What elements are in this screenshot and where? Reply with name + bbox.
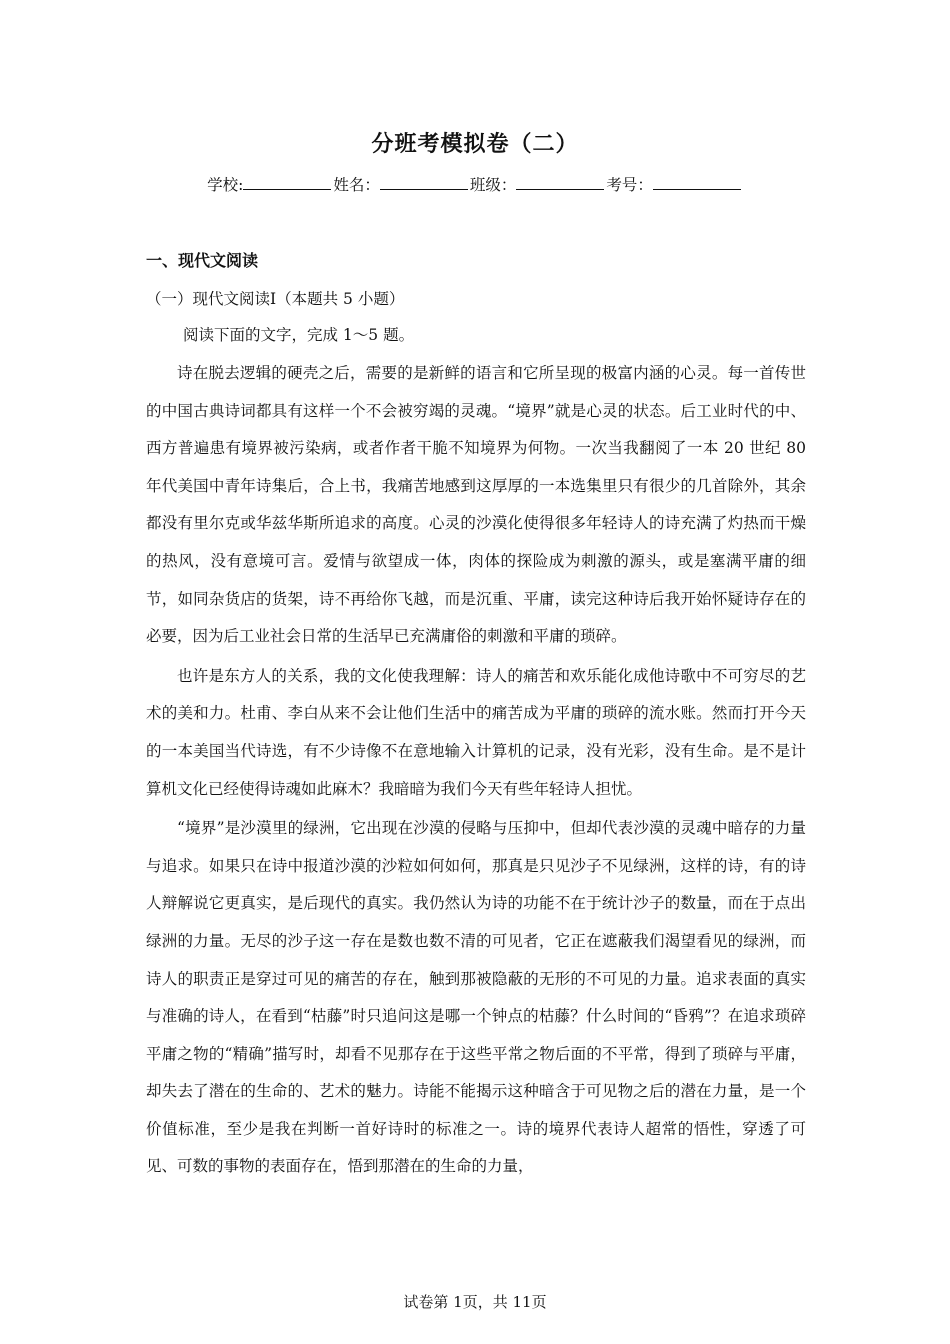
school-label: 学校: xyxy=(207,176,244,194)
class-label: 班级： xyxy=(469,176,517,194)
passage xyxy=(146,355,806,1186)
page-title: 分班考模拟卷（二） xyxy=(371,131,579,157)
instruction-text: 阅读下面的文字，完成 1～5 题。 xyxy=(183,326,415,344)
number-blank[interactable] xyxy=(653,175,741,190)
paragraph: 诗在脱去逻辑的硬壳之后，需要的是新鲜的语言和它所呈现的极富内涵的心灵。每一首传世的中国古典诗词都具有这样一个不会被穷竭的灵魂。“境界”就是心灵的状态。后工业时代的中、西方普遍患有境界被污染病，或者作者干脆不知境界为何物。一次当我翻阅了一本 20 世纪 80 年代美国中青年诗集后，合上书，我痛苦地感到这厚厚的一本选集里只有很少的几首除外，其余都没有里尔克或华兹华斯所追求的高度。心灵的沙漠化使得很多年轻诗人的诗充满了灼热而干燥的热风，没有意境可言。爱情与欲望成一体，肉体的探险成为刺激的源头，或是塞满平庸的细节，如同杂货店的货架，诗不再给你飞越，而是沉重、平庸，读完这种诗后我开始怀疑诗存在的必要，因为后工业社会日常的生活早已充满庸俗的刺激和平庸的琐碎。 xyxy=(146,364,806,646)
subsection-heading: （一）现代文阅读Ⅰ（本题共 5 小题） xyxy=(146,290,405,308)
paragraph: “境界”是沙漠里的绿洲，它出现在沙漠的侵略与压抑中，但却代表沙漠的灵魂中暗存的力量与追求。如果只在诗中报道沙漠的沙粒如何如何，那真是只见沙子不见绿洲，这样的诗，有的诗人辩解说它更真实，是后现代的真实。我仍然认为诗的功能不在于统计沙子的数量，而在于点出绿洲的力量。无尽的沙子这一存在是数也数不清的可见者，它正在遮蔽我们渴望看见的绿洲，而诗人的职责正是穿过可见的痛苦的存在，触到那被隐蔽的无形的不可见的力量。追求表面的真实与准确的诗人，在看到“枯藤”时只追问这是哪一个钟点的枯藤？什么时间的“昏鸦”？在追求琐碎平庸之物的“精确”描写时，却看不见那存在于这些平常之物后面的不平常，得到了琐碎与平庸，却失去了潜在的生命的、艺术的魅力。诗能不能揭示这种暗含于可见物之后的潜在力量，是一个价值标准，至少是我在判断一首好诗时的标准之一。诗的境界代表诗人超常的悟性，穿透了可见、可数的事物的表面存在，悟到那潜在的生命的力量， xyxy=(146,819,806,1176)
class-blank[interactable] xyxy=(516,175,604,190)
name-label: 姓名： xyxy=(333,176,380,194)
student-info-line xyxy=(0,173,950,195)
section-heading: 一、现代文阅读 xyxy=(146,251,259,270)
school-blank[interactable] xyxy=(243,175,331,190)
paragraph: 也许是东方人的关系，我的文化使我理解：诗人的痛苦和欢乐能化成他诗歌中不可穷尽的艺术的美和力。杜甫、李白从来不会让他们生活中的痛苦成为平庸的琐碎的流水账。然而打开今天的一本美国当代诗选，有不少诗像不在意地输入计算机的记录，没有光彩，没有生命。是不是计算机文化已经使得诗魂如此麻木？我暗暗为我们今天有些年轻诗人担忧。 xyxy=(146,666,806,798)
name-blank[interactable] xyxy=(380,175,468,190)
page-footer: 试卷第 1页，共 11页 xyxy=(403,1293,547,1311)
number-label: 考号： xyxy=(606,176,653,194)
